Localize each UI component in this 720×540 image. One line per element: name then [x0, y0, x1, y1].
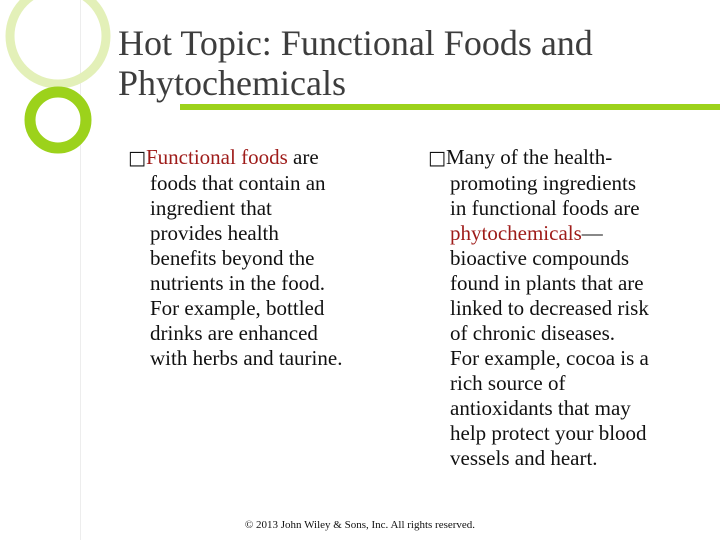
right-bullet-first-line	[428, 145, 710, 171]
bullet-box-icon: □	[428, 147, 446, 169]
right-first-line-text: Many of the health-	[446, 145, 613, 169]
title-underline	[180, 104, 720, 110]
right-line: promoting ingredients	[450, 171, 637, 195]
title-line-1: Hot Topic: Functional Foods and	[118, 23, 593, 63]
right-term-line	[428, 221, 710, 246]
left-line: nutrients in the food.	[150, 271, 325, 295]
left-line: ingredient that	[150, 196, 272, 220]
left-lead-rest: are	[287, 145, 319, 169]
term-dash: —	[581, 221, 603, 245]
large-ring-decoration	[10, 0, 106, 84]
phytochemicals-term: phytochemicals	[450, 221, 582, 245]
right-line: found in plants that are	[450, 271, 644, 295]
left-line: benefits beyond the	[150, 246, 315, 270]
left-line: foods that contain an	[150, 171, 326, 195]
right-line: rich source of	[450, 371, 566, 395]
left-line: with herbs and taurine.	[150, 346, 343, 370]
bullet-box-icon: □	[128, 147, 146, 169]
right-line: For example, cocoa is a	[450, 346, 649, 370]
functional-foods-term: Functional foods	[146, 145, 288, 169]
right-line: bioactive compounds	[450, 246, 630, 270]
right-line: help protect your blood	[450, 421, 647, 445]
left-line: provides health	[150, 221, 279, 245]
left-bullet-first-line	[128, 145, 390, 171]
left-column	[128, 145, 390, 371]
right-column	[428, 145, 710, 471]
left-line: For example, bottled	[150, 296, 325, 320]
right-line: antioxidants that may	[450, 396, 631, 420]
left-line: drinks are enhanced	[150, 321, 318, 345]
right-line: in functional foods are	[450, 196, 640, 220]
small-ring-decoration	[30, 92, 86, 148]
right-line: of chronic diseases.	[450, 321, 616, 345]
title-line-2: Phytochemicals	[118, 62, 346, 103]
right-line: linked to decreased risk	[450, 296, 649, 320]
copyright-footer: © 2013 John Wiley & Sons, Inc. All rights reserved.	[244, 519, 476, 531]
right-line: vessels and heart.	[450, 446, 598, 470]
slide-title	[118, 24, 698, 103]
